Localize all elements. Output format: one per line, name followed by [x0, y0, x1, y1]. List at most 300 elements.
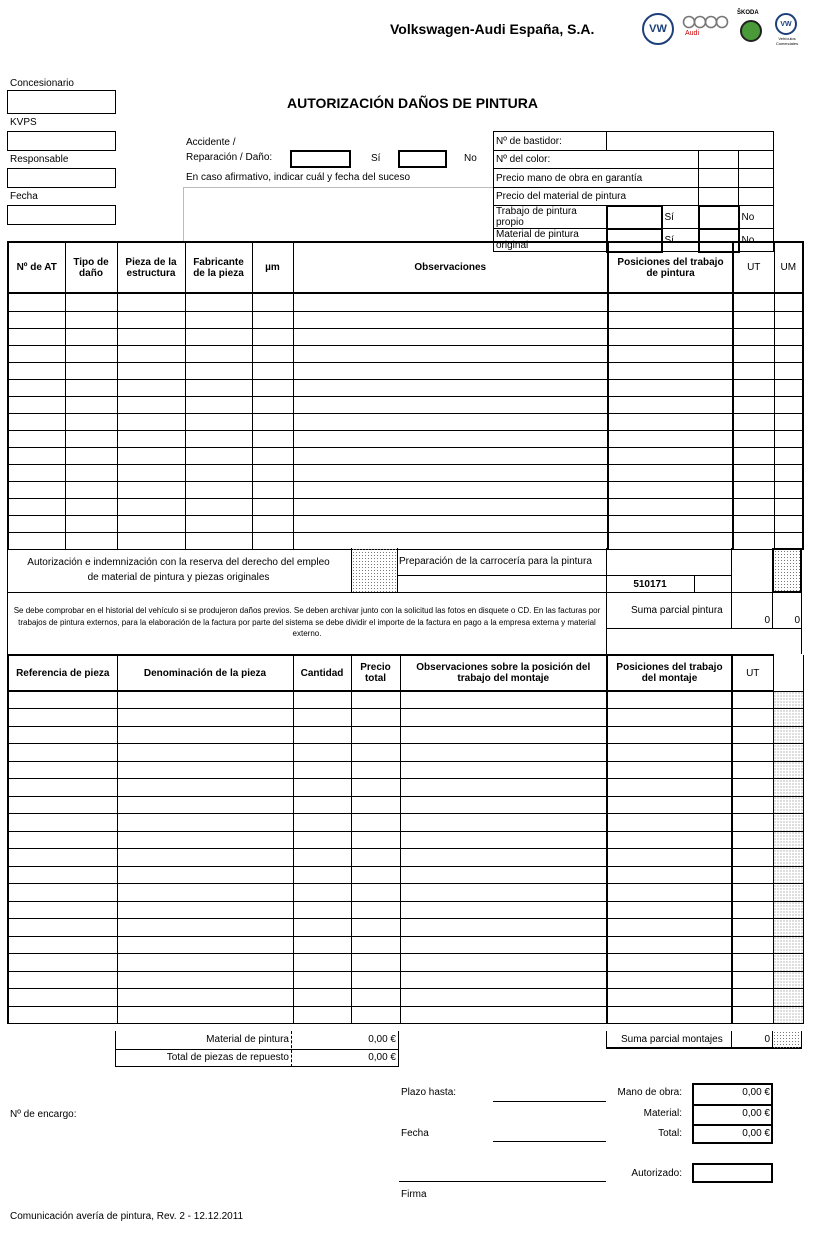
paint-cell[interactable]: [8, 447, 65, 464]
paint-cell[interactable]: [252, 293, 293, 311]
parts-cell[interactable]: [351, 691, 400, 709]
parts-cell[interactable]: [351, 1006, 400, 1024]
paint-cell[interactable]: [293, 311, 608, 328]
paint-cell[interactable]: [608, 311, 733, 328]
paint-cell[interactable]: [65, 293, 117, 311]
mano-obra-field[interactable]: [739, 169, 774, 188]
paint-cell[interactable]: [185, 345, 252, 362]
parts-cell[interactable]: [117, 989, 293, 1007]
parts-cell[interactable]: [607, 849, 732, 867]
paint-cell[interactable]: [733, 362, 774, 379]
paint-cell[interactable]: [117, 481, 185, 498]
parts-cell[interactable]: [400, 709, 607, 727]
plazo-line[interactable]: [493, 1101, 606, 1102]
parts-cell[interactable]: [732, 901, 773, 919]
paint-cell[interactable]: [608, 328, 733, 345]
parts-cell[interactable]: [8, 919, 117, 937]
parts-cell[interactable]: [293, 691, 351, 709]
parts-cell[interactable]: [8, 936, 117, 954]
parts-cell[interactable]: [400, 691, 607, 709]
paint-cell[interactable]: [293, 396, 608, 413]
paint-cell[interactable]: [774, 345, 803, 362]
parts-cell[interactable]: [400, 779, 607, 797]
parts-cell[interactable]: [293, 1006, 351, 1024]
paint-cell[interactable]: [8, 532, 65, 549]
parts-cell[interactable]: [293, 971, 351, 989]
parts-cell[interactable]: [400, 744, 607, 762]
paint-cell[interactable]: [8, 362, 65, 379]
paint-cell[interactable]: [185, 362, 252, 379]
parts-cell[interactable]: [293, 901, 351, 919]
parts-cell[interactable]: [293, 989, 351, 1007]
paint-cell[interactable]: [185, 396, 252, 413]
paint-cell[interactable]: [608, 515, 733, 532]
parts-cell[interactable]: [117, 709, 293, 727]
parts-cell[interactable]: [351, 954, 400, 972]
paint-cell[interactable]: [252, 379, 293, 396]
parts-cell[interactable]: [293, 814, 351, 832]
paint-cell[interactable]: [608, 396, 733, 413]
parts-cell[interactable]: [293, 919, 351, 937]
paint-cell[interactable]: [774, 430, 803, 447]
paint-cell[interactable]: [774, 328, 803, 345]
accident-description-area[interactable]: [183, 187, 495, 242]
parts-cell[interactable]: [8, 796, 117, 814]
paint-cell[interactable]: [774, 515, 803, 532]
concesionario-field[interactable]: [7, 90, 116, 114]
parts-cell[interactable]: [773, 954, 803, 972]
paint-cell[interactable]: [185, 481, 252, 498]
paint-cell[interactable]: [293, 447, 608, 464]
parts-cell[interactable]: [351, 779, 400, 797]
parts-cell[interactable]: [732, 779, 773, 797]
paint-cell[interactable]: [293, 345, 608, 362]
paint-cell[interactable]: [65, 447, 117, 464]
paint-cell[interactable]: [252, 328, 293, 345]
parts-cell[interactable]: [732, 744, 773, 762]
paint-cell[interactable]: [8, 345, 65, 362]
parts-cell[interactable]: [732, 849, 773, 867]
paint-cell[interactable]: [65, 464, 117, 481]
paint-cell[interactable]: [733, 498, 774, 515]
paint-cell[interactable]: [252, 430, 293, 447]
parts-cell[interactable]: [732, 726, 773, 744]
paint-cell[interactable]: [117, 379, 185, 396]
parts-cell[interactable]: [8, 849, 117, 867]
trabajo-propio-si-box[interactable]: [607, 206, 662, 229]
paint-cell[interactable]: [185, 498, 252, 515]
paint-cell[interactable]: [252, 532, 293, 549]
paint-cell[interactable]: [65, 362, 117, 379]
paint-cell[interactable]: [185, 447, 252, 464]
paint-cell[interactable]: [185, 311, 252, 328]
parts-cell[interactable]: [773, 779, 803, 797]
paint-cell[interactable]: [8, 413, 65, 430]
parts-cell[interactable]: [400, 831, 607, 849]
parts-cell[interactable]: [773, 831, 803, 849]
parts-cell[interactable]: [400, 726, 607, 744]
parts-cell[interactable]: [117, 831, 293, 849]
paint-cell[interactable]: [733, 379, 774, 396]
paint-cell[interactable]: [293, 328, 608, 345]
paint-cell[interactable]: [608, 532, 733, 549]
paint-cell[interactable]: [8, 396, 65, 413]
parts-cell[interactable]: [8, 1006, 117, 1024]
paint-cell[interactable]: [8, 481, 65, 498]
paint-cell[interactable]: [293, 362, 608, 379]
parts-cell[interactable]: [351, 884, 400, 902]
paint-cell[interactable]: [8, 430, 65, 447]
paint-cell[interactable]: [117, 345, 185, 362]
paint-cell[interactable]: [733, 413, 774, 430]
fecha-footer-line[interactable]: [493, 1141, 606, 1142]
paint-cell[interactable]: [8, 464, 65, 481]
paint-cell[interactable]: [293, 498, 608, 515]
parts-cell[interactable]: [351, 726, 400, 744]
paint-cell[interactable]: [733, 464, 774, 481]
paint-cell[interactable]: [252, 396, 293, 413]
parts-cell[interactable]: [607, 1006, 732, 1024]
paint-cell[interactable]: [293, 413, 608, 430]
parts-cell[interactable]: [607, 831, 732, 849]
parts-cell[interactable]: [400, 936, 607, 954]
parts-cell[interactable]: [400, 866, 607, 884]
parts-cell[interactable]: [773, 814, 803, 832]
paint-cell[interactable]: [733, 430, 774, 447]
paint-cell[interactable]: [608, 430, 733, 447]
paint-cell[interactable]: [117, 532, 185, 549]
parts-cell[interactable]: [117, 919, 293, 937]
parts-cell[interactable]: [607, 901, 732, 919]
material-price-field[interactable]: [739, 188, 774, 206]
parts-cell[interactable]: [773, 919, 803, 937]
parts-cell[interactable]: [351, 971, 400, 989]
parts-cell[interactable]: [400, 954, 607, 972]
parts-cell[interactable]: [117, 779, 293, 797]
paint-cell[interactable]: [774, 379, 803, 396]
parts-cell[interactable]: [400, 796, 607, 814]
parts-cell[interactable]: [732, 831, 773, 849]
parts-cell[interactable]: [293, 726, 351, 744]
paint-cell[interactable]: [117, 311, 185, 328]
parts-cell[interactable]: [8, 866, 117, 884]
paint-cell[interactable]: [608, 379, 733, 396]
paint-cell[interactable]: [185, 379, 252, 396]
parts-cell[interactable]: [8, 814, 117, 832]
parts-cell[interactable]: [8, 761, 117, 779]
parts-cell[interactable]: [400, 971, 607, 989]
parts-cell[interactable]: [117, 954, 293, 972]
paint-cell[interactable]: [293, 464, 608, 481]
parts-cell[interactable]: [732, 814, 773, 832]
paint-cell[interactable]: [608, 345, 733, 362]
parts-cell[interactable]: [732, 796, 773, 814]
autorizado-field[interactable]: [692, 1163, 773, 1183]
parts-cell[interactable]: [607, 884, 732, 902]
parts-cell[interactable]: [351, 761, 400, 779]
parts-cell[interactable]: [607, 796, 732, 814]
parts-cell[interactable]: [8, 726, 117, 744]
parts-cell[interactable]: [117, 691, 293, 709]
parts-cell[interactable]: [117, 726, 293, 744]
parts-cell[interactable]: [8, 971, 117, 989]
paint-cell[interactable]: [608, 498, 733, 515]
parts-cell[interactable]: [8, 884, 117, 902]
paint-cell[interactable]: [185, 293, 252, 311]
paint-cell[interactable]: [65, 481, 117, 498]
parts-cell[interactable]: [400, 1006, 607, 1024]
paint-cell[interactable]: [185, 515, 252, 532]
paint-cell[interactable]: [117, 413, 185, 430]
parts-cell[interactable]: [117, 901, 293, 919]
parts-cell[interactable]: [400, 989, 607, 1007]
paint-cell[interactable]: [252, 447, 293, 464]
firma-line[interactable]: [399, 1181, 606, 1182]
paint-cell[interactable]: [65, 311, 117, 328]
paint-cell[interactable]: [117, 396, 185, 413]
parts-cell[interactable]: [607, 936, 732, 954]
parts-cell[interactable]: [773, 1006, 803, 1024]
parts-cell[interactable]: [8, 901, 117, 919]
paint-cell[interactable]: [293, 293, 608, 311]
accident-si-checkbox[interactable]: [290, 150, 351, 168]
parts-cell[interactable]: [8, 744, 117, 762]
parts-cell[interactable]: [773, 849, 803, 867]
paint-cell[interactable]: [774, 532, 803, 549]
paint-cell[interactable]: [293, 379, 608, 396]
parts-cell[interactable]: [293, 884, 351, 902]
paint-cell[interactable]: [774, 464, 803, 481]
paint-cell[interactable]: [185, 430, 252, 447]
parts-cell[interactable]: [351, 901, 400, 919]
paint-cell[interactable]: [608, 293, 733, 311]
parts-cell[interactable]: [400, 901, 607, 919]
fecha-field[interactable]: [7, 205, 116, 225]
paint-cell[interactable]: [185, 328, 252, 345]
paint-cell[interactable]: [117, 430, 185, 447]
paint-cell[interactable]: [608, 464, 733, 481]
parts-cell[interactable]: [293, 779, 351, 797]
parts-cell[interactable]: [732, 1006, 773, 1024]
parts-cell[interactable]: [8, 709, 117, 727]
parts-cell[interactable]: [8, 954, 117, 972]
parts-cell[interactable]: [773, 726, 803, 744]
paint-cell[interactable]: [185, 532, 252, 549]
paint-cell[interactable]: [293, 481, 608, 498]
paint-cell[interactable]: [117, 328, 185, 345]
paint-cell[interactable]: [733, 293, 774, 311]
paint-cell[interactable]: [8, 515, 65, 532]
parts-cell[interactable]: [773, 744, 803, 762]
parts-cell[interactable]: [773, 691, 803, 709]
paint-cell[interactable]: [252, 345, 293, 362]
paint-cell[interactable]: [252, 464, 293, 481]
parts-cell[interactable]: [117, 971, 293, 989]
parts-cell[interactable]: [773, 989, 803, 1007]
parts-cell[interactable]: [607, 744, 732, 762]
parts-cell[interactable]: [732, 709, 773, 727]
parts-cell[interactable]: [8, 989, 117, 1007]
paint-cell[interactable]: [608, 413, 733, 430]
paint-cell[interactable]: [733, 447, 774, 464]
parts-cell[interactable]: [773, 866, 803, 884]
paint-cell[interactable]: [733, 311, 774, 328]
parts-cell[interactable]: [400, 814, 607, 832]
parts-cell[interactable]: [351, 919, 400, 937]
parts-cell[interactable]: [351, 849, 400, 867]
paint-cell[interactable]: [252, 413, 293, 430]
paint-cell[interactable]: [252, 481, 293, 498]
paint-cell[interactable]: [8, 328, 65, 345]
paint-cell[interactable]: [65, 532, 117, 549]
paint-cell[interactable]: [8, 379, 65, 396]
paint-cell[interactable]: [774, 362, 803, 379]
parts-cell[interactable]: [607, 709, 732, 727]
paint-cell[interactable]: [65, 345, 117, 362]
parts-cell[interactable]: [773, 709, 803, 727]
paint-cell[interactable]: [8, 293, 65, 311]
paint-cell[interactable]: [774, 498, 803, 515]
parts-cell[interactable]: [8, 831, 117, 849]
parts-cell[interactable]: [732, 954, 773, 972]
bastidor-field[interactable]: [607, 132, 774, 151]
paint-cell[interactable]: [733, 515, 774, 532]
paint-cell[interactable]: [117, 362, 185, 379]
paint-cell[interactable]: [185, 464, 252, 481]
paint-cell[interactable]: [65, 396, 117, 413]
parts-cell[interactable]: [607, 954, 732, 972]
parts-cell[interactable]: [732, 971, 773, 989]
paint-cell[interactable]: [733, 532, 774, 549]
parts-cell[interactable]: [351, 814, 400, 832]
parts-cell[interactable]: [773, 884, 803, 902]
paint-cell[interactable]: [65, 379, 117, 396]
paint-cell[interactable]: [117, 464, 185, 481]
parts-cell[interactable]: [400, 884, 607, 902]
paint-cell[interactable]: [293, 430, 608, 447]
accident-no-checkbox[interactable]: [398, 150, 447, 168]
paint-cell[interactable]: [774, 447, 803, 464]
parts-cell[interactable]: [293, 709, 351, 727]
parts-cell[interactable]: [117, 884, 293, 902]
parts-cell[interactable]: [773, 761, 803, 779]
parts-cell[interactable]: [117, 866, 293, 884]
trabajo-propio-no-box[interactable]: [699, 206, 739, 229]
parts-cell[interactable]: [400, 919, 607, 937]
parts-cell[interactable]: [351, 831, 400, 849]
parts-cell[interactable]: [773, 971, 803, 989]
kvps-field[interactable]: [7, 131, 116, 151]
parts-cell[interactable]: [732, 884, 773, 902]
parts-cell[interactable]: [8, 779, 117, 797]
parts-cell[interactable]: [607, 919, 732, 937]
parts-cell[interactable]: [293, 936, 351, 954]
paint-cell[interactable]: [252, 362, 293, 379]
parts-cell[interactable]: [351, 744, 400, 762]
parts-cell[interactable]: [117, 796, 293, 814]
parts-cell[interactable]: [351, 936, 400, 954]
parts-cell[interactable]: [117, 1006, 293, 1024]
prep-um-cell[interactable]: [772, 548, 802, 593]
auth-checkbox-area[interactable]: [351, 548, 398, 593]
parts-cell[interactable]: [732, 936, 773, 954]
paint-cell[interactable]: [293, 515, 608, 532]
paint-cell[interactable]: [117, 293, 185, 311]
paint-cell[interactable]: [293, 532, 608, 549]
parts-cell[interactable]: [351, 709, 400, 727]
parts-cell[interactable]: [773, 796, 803, 814]
parts-cell[interactable]: [732, 866, 773, 884]
paint-cell[interactable]: [117, 498, 185, 515]
paint-cell[interactable]: [733, 396, 774, 413]
parts-cell[interactable]: [400, 849, 607, 867]
paint-cell[interactable]: [65, 498, 117, 515]
paint-cell[interactable]: [185, 413, 252, 430]
paint-cell[interactable]: [774, 293, 803, 311]
paint-cell[interactable]: [65, 413, 117, 430]
paint-cell[interactable]: [65, 430, 117, 447]
parts-cell[interactable]: [351, 796, 400, 814]
responsable-field[interactable]: [7, 168, 116, 188]
paint-cell[interactable]: [8, 498, 65, 515]
parts-cell[interactable]: [351, 866, 400, 884]
parts-cell[interactable]: [117, 849, 293, 867]
parts-cell[interactable]: [293, 796, 351, 814]
parts-cell[interactable]: [117, 814, 293, 832]
parts-cell[interactable]: [8, 691, 117, 709]
parts-cell[interactable]: [773, 936, 803, 954]
paint-cell[interactable]: [8, 311, 65, 328]
parts-cell[interactable]: [732, 919, 773, 937]
paint-cell[interactable]: [608, 481, 733, 498]
paint-cell[interactable]: [733, 481, 774, 498]
paint-cell[interactable]: [733, 345, 774, 362]
parts-cell[interactable]: [607, 761, 732, 779]
parts-cell[interactable]: [607, 779, 732, 797]
parts-cell[interactable]: [117, 744, 293, 762]
parts-cell[interactable]: [293, 866, 351, 884]
paint-cell[interactable]: [608, 447, 733, 464]
parts-cell[interactable]: [351, 989, 400, 1007]
parts-cell[interactable]: [732, 989, 773, 1007]
paint-cell[interactable]: [65, 328, 117, 345]
parts-cell[interactable]: [607, 989, 732, 1007]
parts-cell[interactable]: [400, 761, 607, 779]
color-field[interactable]: [739, 151, 774, 169]
parts-cell[interactable]: [607, 814, 732, 832]
paint-cell[interactable]: [774, 481, 803, 498]
parts-cell[interactable]: [732, 761, 773, 779]
parts-cell[interactable]: [117, 936, 293, 954]
paint-cell[interactable]: [117, 447, 185, 464]
paint-cell[interactable]: [774, 311, 803, 328]
paint-cell[interactable]: [733, 328, 774, 345]
parts-cell[interactable]: [293, 831, 351, 849]
parts-cell[interactable]: [117, 761, 293, 779]
parts-cell[interactable]: [732, 691, 773, 709]
parts-cell[interactable]: [607, 866, 732, 884]
parts-cell[interactable]: [293, 849, 351, 867]
paint-cell[interactable]: [65, 515, 117, 532]
paint-cell[interactable]: [117, 515, 185, 532]
paint-cell[interactable]: [608, 362, 733, 379]
parts-cell[interactable]: [293, 954, 351, 972]
paint-cell[interactable]: [252, 515, 293, 532]
paint-cell[interactable]: [774, 413, 803, 430]
paint-cell[interactable]: [252, 311, 293, 328]
paint-cell[interactable]: [252, 498, 293, 515]
parts-cell[interactable]: [607, 971, 732, 989]
